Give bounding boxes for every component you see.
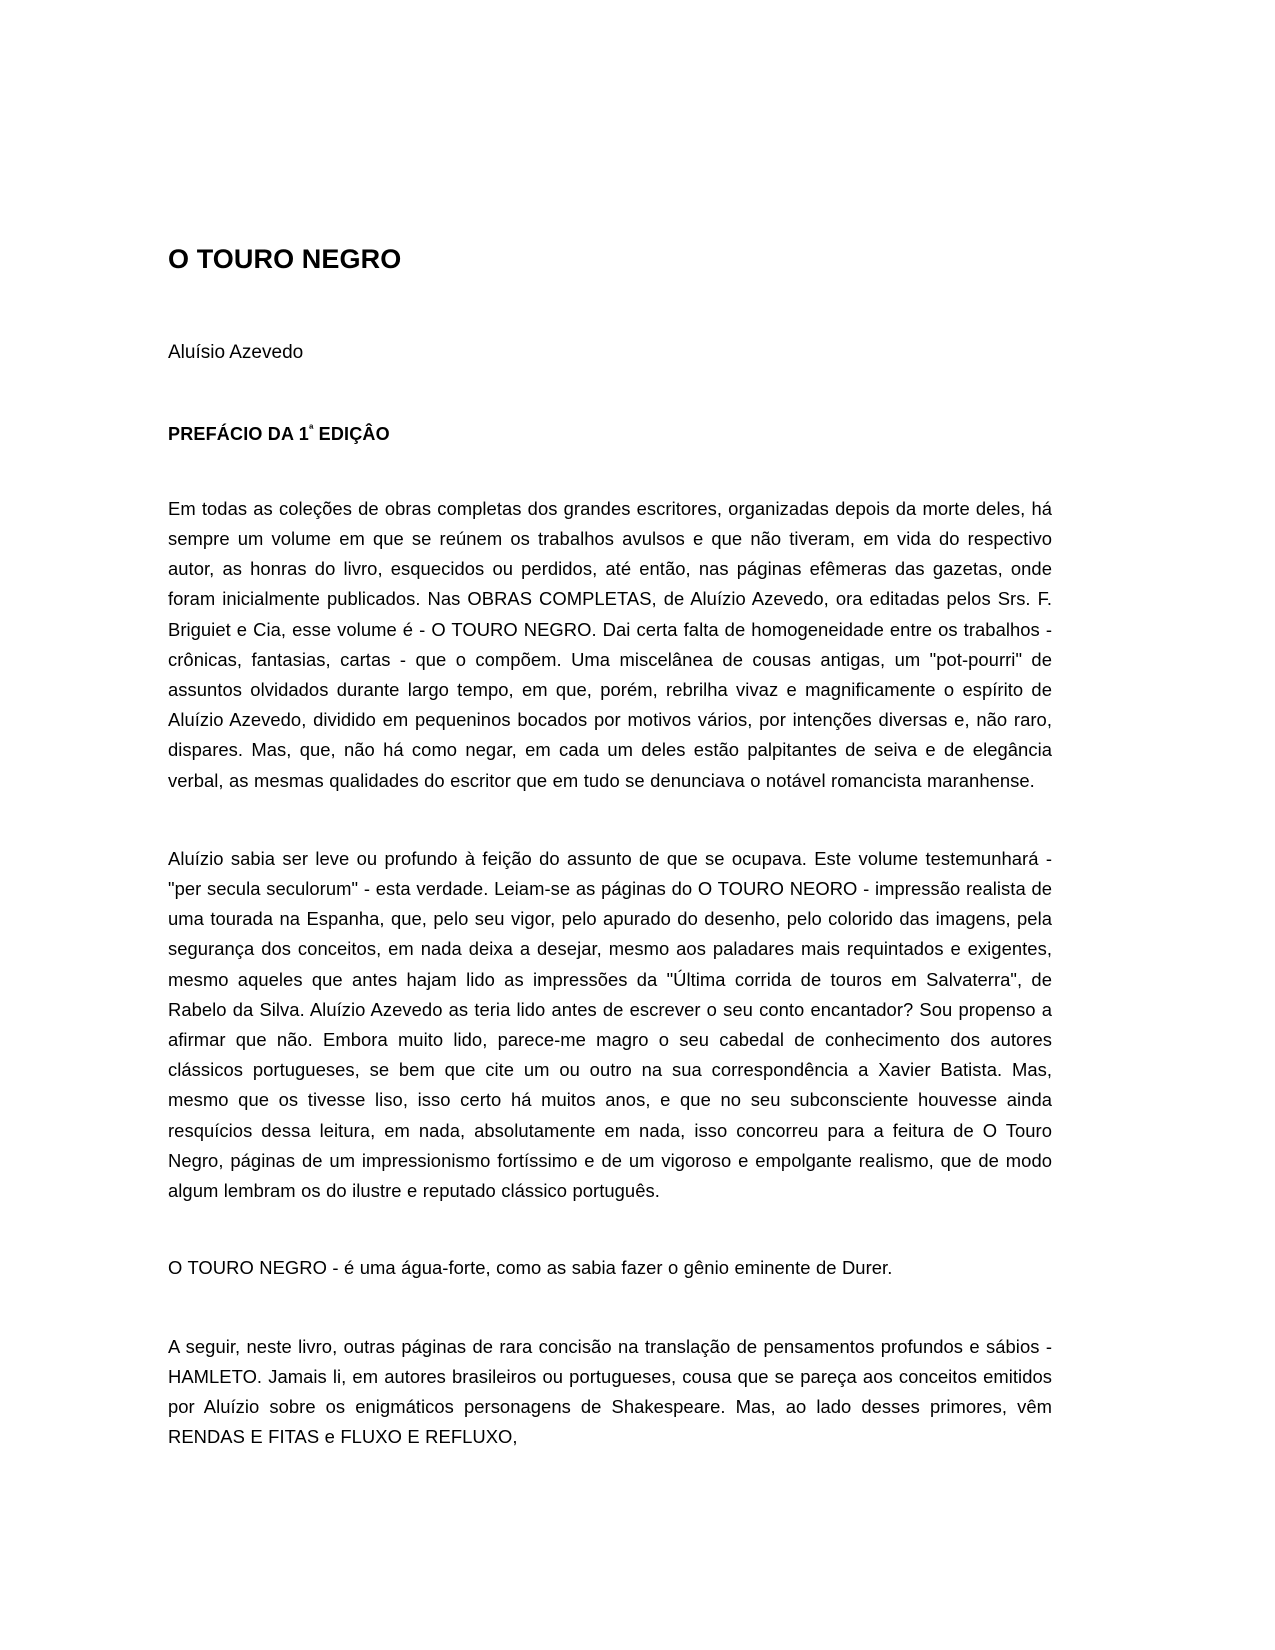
body-paragraph: A seguir, neste livro, outras páginas de rara concisão na translação de pensamentos profundos e sábios - HAMLETO. Jamais li, em autores brasileiros ou portugueses, cousa que se pareça aos conceitos emitidos por Aluízio sobre os enigmáticos personagens de Shakespeare. Mas, ao lado desses primores, vêm RENDAS E FITAS e FLUXO E REFLUXO, <box>168 1335 1052 1448</box>
body-paragraph: O TOURO NEGRO - é uma água-forte, como as sabia fazer o gênio eminente de Durer. <box>168 1257 893 1279</box>
section-heading <box>168 365 1052 446</box>
section-heading-ordinal: ª <box>308 422 314 437</box>
section-heading-suffix: EDIÇÂO <box>313 424 390 445</box>
section-heading-prefix: PREFÁCIO DA 1 <box>168 424 309 445</box>
body-paragraph: Em todas as coleções de obras completas dos grandes escritores, organizadas depois da morte deles, há sempre um volume em que se reúnem os trabalhos avulsos e que não tiveram, em vida do respectivo autor, as honras do livro, esquecidos ou perdidos, até então, nas páginas efêmeras das gazetas, onde foram inicialmente publicados. Nas OBRAS COMPLETAS, de Aluízio Azevedo, ora editadas pelos Srs. F. Briguiet e Cia, esse volume é - O TOURO NEGRO. Dai certa falta de homogeneidade entre os trabalhos - crônicas, fantasias, cartas - que o compõem. Uma miscelânea de cousas antigas, um "pot-pourri" de assuntos olvidados durante largo tempo, em que, porém, rebrilha vivaz e magnificamente o espírito de Aluízio Azevedo, dividido em pequeninos bocados por motivos vários, por intenções diversas e, não raro, dispares. Mas, que, não há como negar, em cada um deles estão palpitantes de seiva e de elegância verbal, as mesmas qualidades do escritor que em tudo se denunciava o notável romancista maranhense. <box>168 497 1052 791</box>
page-title: O TOURO NEGRO <box>168 244 402 274</box>
document-content <box>168 243 1052 1452</box>
author-name: Aluísio Azevedo <box>168 341 304 363</box>
body-paragraph: Aluízio sabia ser leve ou profundo à feição do assunto de que se ocupava. Este volume testemunhará - "per secula seculorum" - esta verdade. Leiam-se as páginas do O TOURO NEORO - impressão realista de uma tourada na Espanha, que, pelo seu vigor, pelo apurado do desenho, pelo colorido das imagens, pela segurança dos conceitos, em nada deixa a desejar, mesmo aos paladares mais requintados e exigentes, mesmo aqueles que antes hajam lido as impressões da "Última corrida de touros em Salvaterra", de Rabelo da Silva. Aluízio Azevedo as teria lido antes de escrever o seu conto encantador? Sou propenso a afirmar que não. Embora muito lido, parece-me magro o seu cabedal de conhecimento dos autores clássicos portugueses, se bem que cite um ou outro na sua correspondência a Xavier Batista. Mas, mesmo que os tivesse liso, isso certo há muitos anos, e que no seu subconsciente houvesse ainda resquícios dessa leitura, em nada, absolutamente em nada, isso concorreu para a feitura de O Touro Negro, páginas de um impressionismo fortíssimo e de um vigoroso e empolgante realismo, que de modo algum lembram os do ilustre e reputado clássico português. <box>168 847 1052 1202</box>
